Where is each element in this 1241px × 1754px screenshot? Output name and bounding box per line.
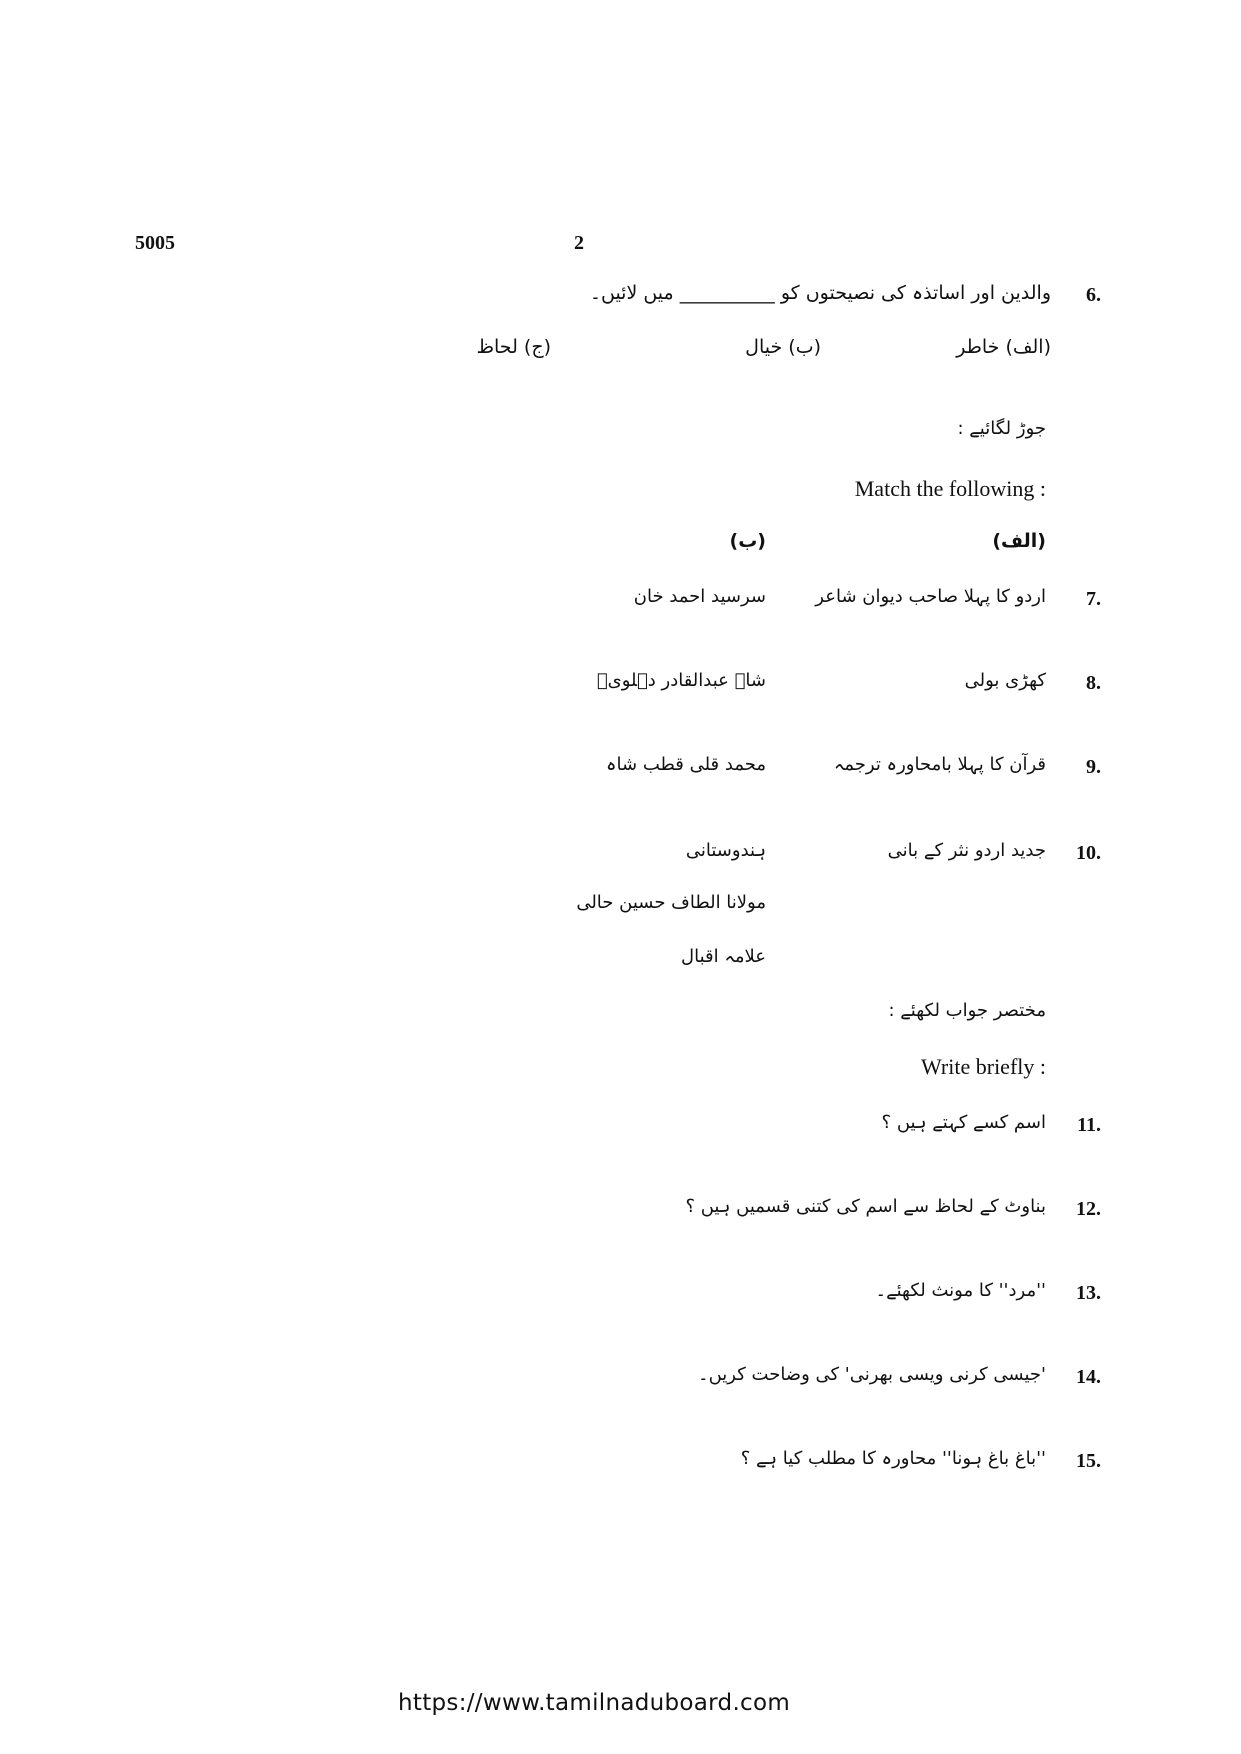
footer-url-link[interactable]: https://www.tamilnaduboard.com (398, 1690, 791, 1716)
match-left-item: کھڑی بولی (964, 670, 1046, 691)
option-text: خاطر (956, 336, 1000, 358)
answer-blank: __________ (679, 282, 775, 304)
question-number: 9. (1086, 756, 1101, 778)
page-number: 2 (574, 232, 584, 254)
match-right-item: محمد قلی قطب شاہ (605, 754, 766, 775)
question-number: 7. (1086, 588, 1101, 610)
match-left-item: اردو کا پہلا صاحب دیوان شاعر (815, 586, 1046, 607)
column-a-heading: (الف) (992, 530, 1046, 552)
question-text: ''مرد'' کا مونث لکھئے۔ (875, 1280, 1046, 1301)
question-number: 12. (1076, 1198, 1101, 1220)
question-number: 11. (1077, 1114, 1101, 1136)
option-label: (الف) (1005, 336, 1051, 358)
question-number: 15. (1076, 1450, 1101, 1472)
question-number: 6. (1086, 284, 1101, 306)
question-6-text-before: والدین اور اساتذہ کی نصیحتوں کو (780, 282, 1051, 304)
option-b (745, 336, 821, 358)
column-b-heading: (ب) (729, 530, 766, 552)
brief-heading-urdu: مختصر جواب لکھئے : (888, 1000, 1046, 1021)
option-c (476, 336, 551, 358)
option-a (956, 336, 1051, 358)
question-6-text-after: میں لائیں۔ (589, 282, 674, 304)
paper-code: 5005 (135, 232, 175, 254)
match-right-item: سرسید احمد خان (633, 586, 766, 607)
match-right-item: مولانا الطاف حسین حالی (576, 892, 766, 913)
option-label: (ب) (788, 336, 821, 358)
question-number: 10. (1076, 842, 1101, 864)
question-number: 14. (1076, 1366, 1101, 1388)
match-right-item: شاہ عبدالقادر دہلویؒ (596, 670, 766, 691)
question-text: اسم کسے کہتے ہیں ؟ (881, 1112, 1046, 1133)
question-text: بناوٹ کے لحاظ سے اسم کی کتنی قسمیں ہیں ؟ (685, 1196, 1046, 1217)
match-left-item: جدید اردو نثر کے بانی (887, 840, 1046, 861)
match-heading-urdu: جوڑ لگائیے : (957, 418, 1046, 439)
question-number: 13. (1076, 1282, 1101, 1304)
match-heading-english: Match the following : (854, 476, 1046, 501)
match-right-item: علامہ اقبال (681, 946, 766, 967)
match-right-item: ہندوستانی (685, 840, 766, 861)
match-left-item: قرآن کا پہلا بامحاورہ ترجمہ (833, 754, 1046, 775)
question-number: 8. (1086, 672, 1101, 694)
question-text: ''باغ باغ ہونا'' محاورہ کا مطلب کیا ہے ؟ (740, 1448, 1046, 1469)
question-text: 'جیسی کرنی ویسی بھرنی' کی وضاحت کریں۔ (698, 1364, 1046, 1385)
option-label: (ج) (523, 336, 551, 358)
brief-heading-english: Write briefly : (921, 1054, 1046, 1079)
option-text: لحاظ (476, 336, 518, 358)
question-6-text (590, 282, 1051, 304)
option-text: خیال (745, 336, 783, 358)
